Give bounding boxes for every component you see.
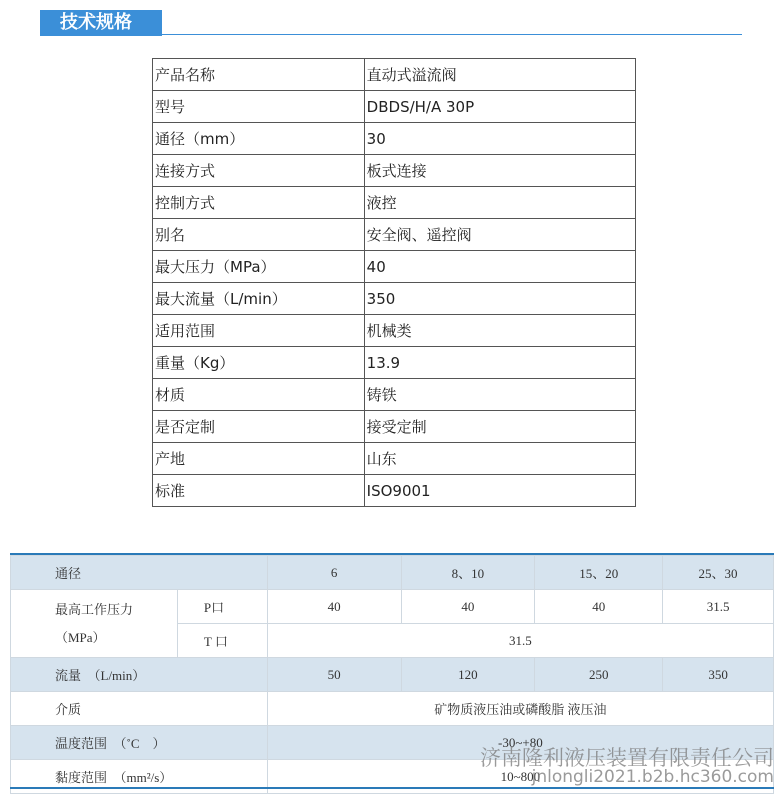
spec-value: 安全阀、遥控阀	[364, 219, 635, 251]
spec-value: 机械类	[364, 315, 635, 347]
pressure-label-line2: （MPa）	[55, 629, 106, 645]
spec-row	[153, 251, 636, 283]
spec-value: 铸铁	[364, 379, 635, 411]
param-cell: 15、20	[535, 556, 663, 590]
pressure-label-line1: 最高工作压力	[55, 601, 134, 617]
spec-row	[153, 475, 636, 507]
spec-row	[153, 443, 636, 475]
spec-value: 13.9	[364, 347, 635, 379]
spec-key: 产品名称	[153, 59, 365, 91]
watermark	[480, 747, 774, 787]
spec-value: 30	[364, 123, 635, 155]
spec-row	[153, 315, 636, 347]
watermark-company: 济南隆利液压装置有限责任公司	[480, 746, 774, 770]
param-cell: 40	[401, 590, 535, 624]
spec-key: 产地	[153, 443, 365, 475]
params-row-diameter	[11, 556, 774, 590]
spec-row	[153, 283, 636, 315]
spec-row	[153, 59, 636, 91]
spec-value: 直动式溢流阀	[364, 59, 635, 91]
section-divider	[162, 34, 742, 35]
spec-key: 控制方式	[153, 187, 365, 219]
spec-value: 液控	[364, 187, 635, 219]
params-row-medium	[11, 692, 774, 726]
params-row-pressure-p	[11, 590, 774, 624]
params-bottom-rule	[10, 787, 774, 789]
spec-row	[153, 187, 636, 219]
param-cell: 25、30	[663, 556, 774, 590]
param-cell: 120	[401, 658, 535, 692]
spec-key: 别名	[153, 219, 365, 251]
spec-row	[153, 123, 636, 155]
spec-value: 350	[364, 283, 635, 315]
param-cell: 矿物质液压油或磷酸脂 液压油	[267, 692, 773, 726]
param-cell: 350	[663, 658, 774, 692]
spec-key: 最大压力（MPa）	[153, 251, 365, 283]
section-header	[40, 10, 742, 36]
param-cell: 31.5	[663, 590, 774, 624]
spec-row	[153, 347, 636, 379]
param-label: 流量 （L/min）	[11, 658, 268, 692]
param-sublabel-t: T 口	[177, 624, 267, 658]
param-cell: 31.5	[267, 624, 773, 658]
spec-key: 最大流量（L/min）	[153, 283, 365, 315]
spec-key: 是否定制	[153, 411, 365, 443]
spec-key: 连接方式	[153, 155, 365, 187]
params-row-flow	[11, 658, 774, 692]
param-label-pressure	[11, 590, 178, 658]
spec-row	[153, 411, 636, 443]
section-title: 技术规格	[40, 10, 162, 36]
spec-value: ISO9001	[364, 475, 635, 507]
spec-row	[153, 91, 636, 123]
spec-value: 接受定制	[364, 411, 635, 443]
spec-row	[153, 155, 636, 187]
param-label: 黏度范围 （mm²/s）	[11, 760, 268, 794]
param-cell: 40	[535, 590, 663, 624]
spec-value: 40	[364, 251, 635, 283]
spec-value: 山东	[364, 443, 635, 475]
spec-value: DBDS/H/A 30P	[364, 91, 635, 123]
param-label: 温度范围 （˚C ）	[11, 726, 268, 760]
param-cell: 10~800	[267, 760, 773, 794]
param-cell: 50	[267, 658, 401, 692]
spec-table	[152, 58, 636, 507]
spec-row	[153, 219, 636, 251]
param-label: 通径	[11, 556, 268, 590]
spec-value: 板式连接	[364, 155, 635, 187]
spec-row	[153, 379, 636, 411]
spec-key: 材质	[153, 379, 365, 411]
param-cell: 8、10	[401, 556, 535, 590]
param-label: 介质	[11, 692, 268, 726]
spec-key: 适用范围	[153, 315, 365, 347]
spec-key: 重量（Kg）	[153, 347, 365, 379]
spec-key: 通径（mm）	[153, 123, 365, 155]
param-cell: -30~+80	[267, 726, 773, 760]
param-cell: 40	[267, 590, 401, 624]
spec-key: 标准	[153, 475, 365, 507]
param-cell: 6	[267, 556, 401, 590]
param-sublabel-p: P口	[177, 590, 267, 624]
watermark-url: jnlongli2021.b2b.hc360.com	[531, 767, 774, 788]
param-cell: 250	[535, 658, 663, 692]
spec-key: 型号	[153, 91, 365, 123]
